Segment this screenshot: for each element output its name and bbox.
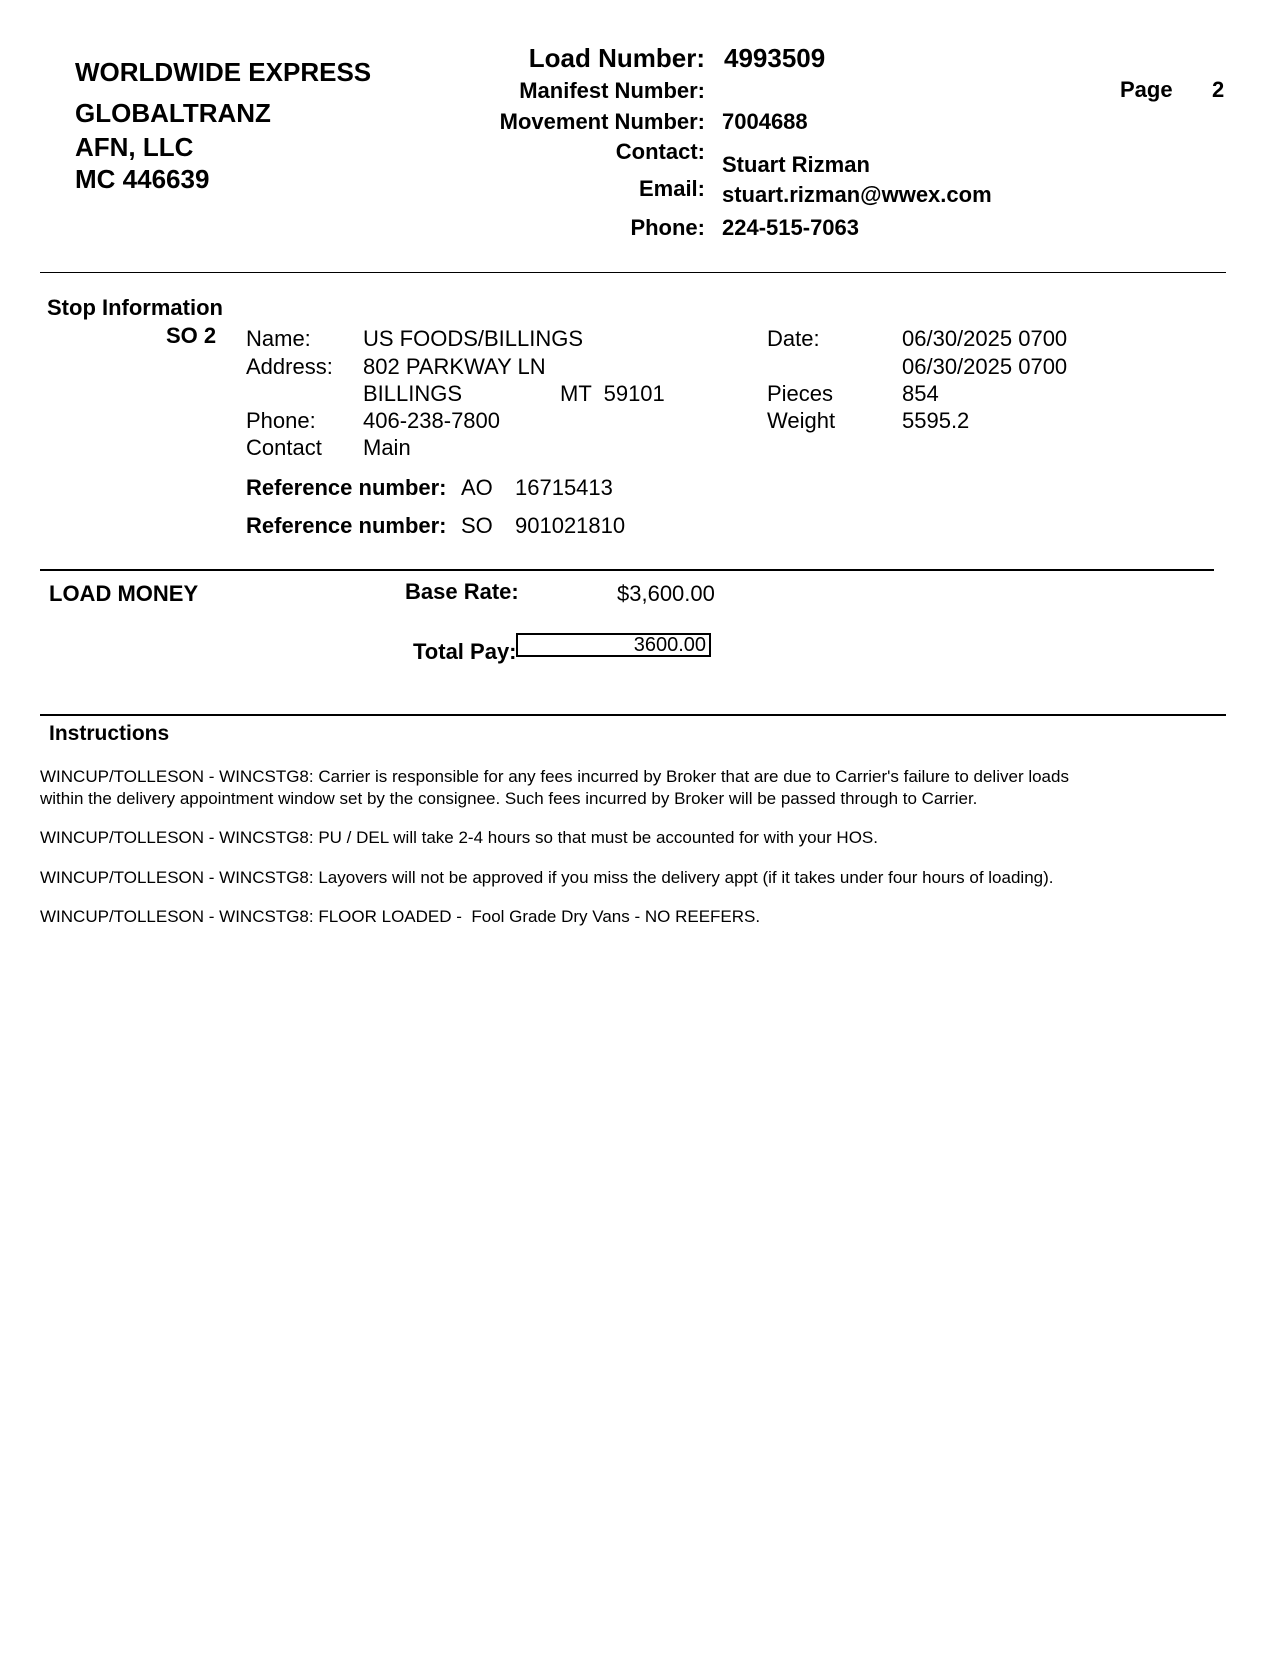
- movement-number: 7004688: [722, 109, 808, 134]
- stop-code: SO 2: [166, 323, 217, 348]
- load-number: 4993509: [724, 43, 826, 73]
- reference-label: Reference number:: [246, 513, 447, 538]
- contact-email: stuart.rizman@wwex.com: [722, 182, 992, 207]
- instruction-line: within the delivery appointment window set by the consignee. Such fees incurred by Broker will be passed through to Carrier.: [40, 789, 978, 808]
- stop-name: US FOODS/BILLINGS: [363, 326, 584, 351]
- stop-pieces-label: Pieces: [767, 381, 834, 406]
- contact-name: Stuart Rizman: [722, 152, 870, 177]
- stop-state-zip: MT 59101: [560, 381, 665, 406]
- instruction-line: WINCUP/TOLLESON - WINCSTG8: PU / DEL will take 2-4 hours so that must be accounted for with your HOS.: [40, 828, 878, 847]
- stop-weight-label: Weight: [767, 408, 836, 433]
- company-subname: GLOBALTRANZ: [75, 98, 271, 128]
- stop-phone: 406-238-7800: [363, 408, 501, 433]
- company-name: WORLDWIDE EXPRESS: [75, 57, 372, 87]
- contact-label: Contact:: [615, 139, 705, 164]
- stop-date-start: 06/30/2025 0700: [902, 326, 1068, 351]
- stop-city: BILLINGS: [363, 381, 463, 406]
- stop-contact: Main: [363, 435, 411, 460]
- reference-value: 901021810: [515, 513, 626, 538]
- stop-contact-label: Contact: [246, 435, 322, 460]
- contact-phone: 224-515-7063: [722, 215, 860, 240]
- stop-address: 802 PARKWAY LN: [363, 354, 546, 379]
- reference-label: Reference number:: [246, 475, 447, 500]
- header-divider: [40, 272, 1226, 273]
- stop-phone-label: Phone:: [246, 408, 316, 433]
- money-divider: [40, 714, 1226, 716]
- total-pay-label: Total Pay:: [413, 639, 517, 664]
- base-rate-value: $3,600.00: [617, 581, 715, 606]
- stop-date-label: Date:: [767, 326, 820, 351]
- load-number-label: Load Number:: [528, 43, 705, 73]
- stop-pieces: 854: [902, 381, 939, 406]
- stop-weight: 5595.2: [902, 408, 970, 433]
- page-number: 2: [1212, 77, 1225, 102]
- total-pay-value: 3600.00: [516, 633, 711, 657]
- mc-number: MC 446639: [75, 164, 210, 194]
- instruction-line: WINCUP/TOLLESON - WINCSTG8: Layovers will not be approved if you miss the delivery appt (if it takes under four hours of loading).: [40, 868, 1054, 887]
- instructions-title: Instructions: [49, 722, 170, 745]
- stop-name-label: Name:: [246, 326, 311, 351]
- stop-address-label: Address:: [246, 354, 333, 379]
- phone-label: Phone:: [630, 215, 705, 240]
- load-money-title: LOAD MONEY: [49, 581, 199, 606]
- movement-number-label: Movement Number:: [499, 109, 705, 134]
- company-entity: AFN, LLC: [75, 132, 194, 162]
- stop-section-title: Stop Information: [47, 295, 223, 320]
- instruction-line: WINCUP/TOLLESON - WINCSTG8: Carrier is responsible for any fees incurred by Broker that are due to Carrier's failure to deliver loads: [40, 767, 1069, 786]
- reference-type: SO: [461, 513, 493, 538]
- reference-type: AO: [461, 475, 493, 500]
- manifest-number-label: Manifest Number:: [519, 78, 705, 103]
- page-label: Page: [1120, 77, 1173, 102]
- base-rate-label: Base Rate:: [405, 579, 519, 604]
- stop-date-end: 06/30/2025 0700: [902, 354, 1068, 379]
- email-label: Email:: [638, 176, 705, 201]
- stop-divider: [40, 569, 1214, 571]
- reference-value: 16715413: [515, 475, 613, 500]
- instruction-line: WINCUP/TOLLESON - WINCSTG8: FLOOR LOADED - Fool Grade Dry Vans - NO REEFERS.: [40, 907, 761, 926]
